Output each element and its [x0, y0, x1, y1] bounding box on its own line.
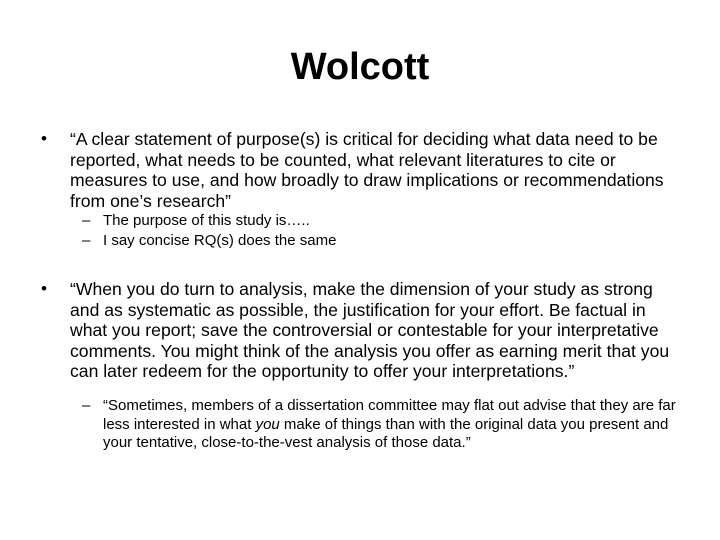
quote-text-end: make of things than with the original data you present and your tentative, close-to-the-vest analysis of those data.” [103, 415, 669, 451]
bullet-text: “When you do turn to analysis, make the dimension of your study as strong and as systematic as possible, the justification for your effort. Be factual in what you report; save the controversial or contestable for your interpretative comments. You might think of the analysis you offer as earning merit that you can later redeem for the opportunity to offer your interpretations.” [70, 279, 670, 381]
sub-bullet-text: I say concise RQ(s) does the same [103, 232, 337, 249]
sub-bullet-marker: – [82, 232, 91, 249]
emphasized-word: you [255, 415, 280, 433]
sub-bullet-text [103, 397, 693, 453]
bullet-marker: • [41, 279, 47, 298]
sub-bullet-text: The purpose of this study is….. [103, 212, 310, 229]
bullet-marker: • [41, 129, 47, 148]
sub-bullet-marker: – [82, 212, 91, 229]
slide-title: Wolcott [290, 46, 430, 88]
quote-text-start: “Sometimes, members of a dissertation committee may flat out advise that they are far less interested in what [103, 397, 676, 433]
sub-bullet-marker: – [82, 397, 91, 414]
bullet-text: “A clear statement of purpose(s) is critical for deciding what data need to be reported, what needs to be counted, what relevant literatures to cite or measures to use, and how broadly to draw implications or recommendations from one’s research” [70, 129, 664, 211]
